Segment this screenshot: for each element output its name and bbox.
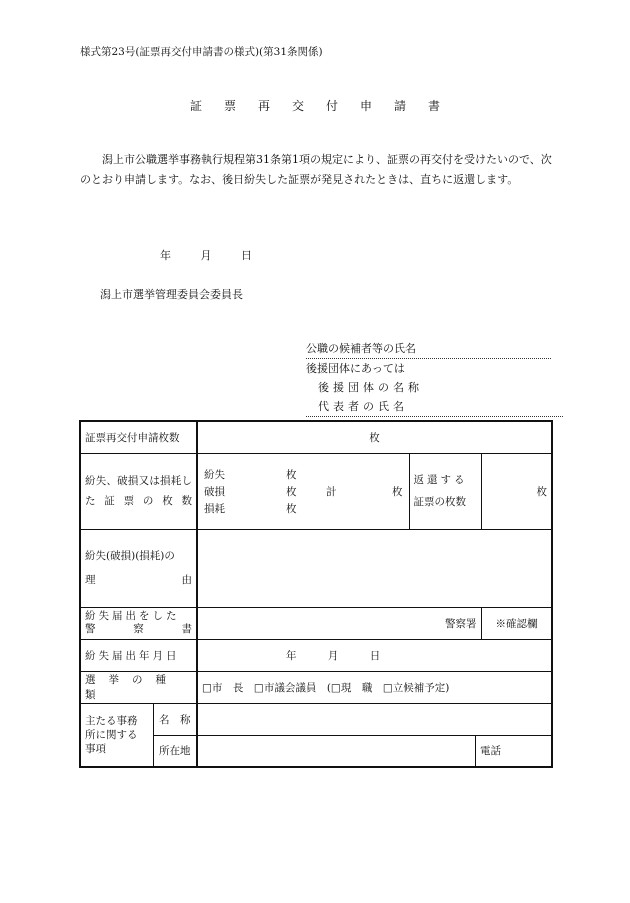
candidate-name-field[interactable] (306, 339, 551, 359)
support-group-note: 後援団体にあっては (306, 362, 405, 375)
return-count-field[interactable] (481, 453, 552, 529)
reason-row (80, 529, 552, 607)
confirm-column (481, 607, 552, 639)
phone-label: 電話 (480, 745, 501, 758)
reissue-count-label: 証票再交付申請枚数 (80, 421, 197, 453)
lost-count-breakdown[interactable] (197, 453, 409, 529)
date-day: 日 (241, 249, 252, 262)
phone-field[interactable] (476, 736, 551, 766)
candidate-name-label: 公職の候補者等の氏名 (306, 342, 416, 355)
lost-count-label: 紛失、破損又は損耗した証票の枚数 (80, 453, 197, 529)
office-address-label: 所在地 (153, 735, 197, 767)
confirm-label: ※確認欄 (482, 608, 553, 638)
police-station-field[interactable] (197, 607, 481, 639)
reissue-count-field[interactable] (197, 421, 552, 453)
addressee: 潟上市選挙管理委員会委員長 (100, 288, 243, 301)
report-month: 月 (327, 649, 339, 662)
intro-paragraph: 潟上市公職選挙事務執行規程第31条第1項の規定により、証票の再交付を受けたいので、次のとおり申請します。なお、後日紛失した証票が発見されたときは、直ちに返還します。 (80, 153, 552, 186)
date-year: 年 (160, 249, 171, 262)
police-row (80, 607, 552, 639)
damaged-label: 破損 (204, 485, 225, 498)
rep-name-field[interactable] (306, 397, 563, 417)
lost-unit: 枚 (286, 468, 297, 481)
application-table (79, 420, 553, 768)
reissue-count-unit: 枚 (369, 431, 380, 444)
total-unit: 枚 (392, 485, 403, 498)
office-label: 主たる事務 所に関する 事項 (80, 703, 153, 767)
report-date-label: 紛失届出年月日 (80, 639, 197, 671)
report-date-field[interactable] (197, 639, 552, 671)
form-number-note: 様式第23号(証票再交付申請書の様式)(第31条関係) (80, 46, 323, 58)
report-day: 日 (369, 649, 381, 662)
election-type-row (80, 671, 552, 703)
reason-label: 紛失(破損)(損耗)の 理 由 (80, 529, 197, 607)
lost-label: 紛失 (204, 468, 225, 481)
address-input[interactable] (198, 736, 476, 766)
report-date-row (80, 639, 552, 671)
office-name-field[interactable] (197, 703, 552, 735)
office-address-field[interactable] (197, 735, 552, 767)
election-type-label: 選挙の種類 (80, 671, 197, 703)
worn-label: 損耗 (204, 502, 225, 515)
office-name-row (80, 703, 552, 735)
report-year: 年 (286, 649, 297, 662)
election-options-text: □市 長 □市議会議員 (□現 職 □立候補予定) (202, 681, 450, 694)
group-name-field[interactable] (306, 378, 563, 397)
reason-field[interactable] (197, 529, 552, 607)
date-month: 月 (200, 249, 212, 262)
applicant-block (306, 339, 563, 417)
group-name-label: 後援団体の名称 (318, 381, 423, 394)
office-name-label: 名 称 (153, 703, 197, 735)
application-date (160, 247, 278, 263)
total-label: 計 (326, 485, 337, 498)
return-count-label: 返還する 証票の枚数 (409, 453, 481, 529)
lost-count-row (80, 453, 552, 529)
police-station-suffix: 警察署 (445, 617, 477, 630)
damaged-unit: 枚 (286, 485, 297, 498)
breakdown-inner (204, 466, 403, 517)
rep-name-label: 代表者の氏名 (318, 400, 408, 413)
page-title: 証票再交付申請書 (189, 99, 462, 113)
reissue-count-row (80, 421, 552, 453)
return-unit: 枚 (536, 485, 548, 498)
police-label: 紛失届出をした 警 察 書 (80, 607, 197, 639)
worn-unit: 枚 (286, 502, 297, 515)
election-type-options[interactable] (197, 671, 552, 703)
